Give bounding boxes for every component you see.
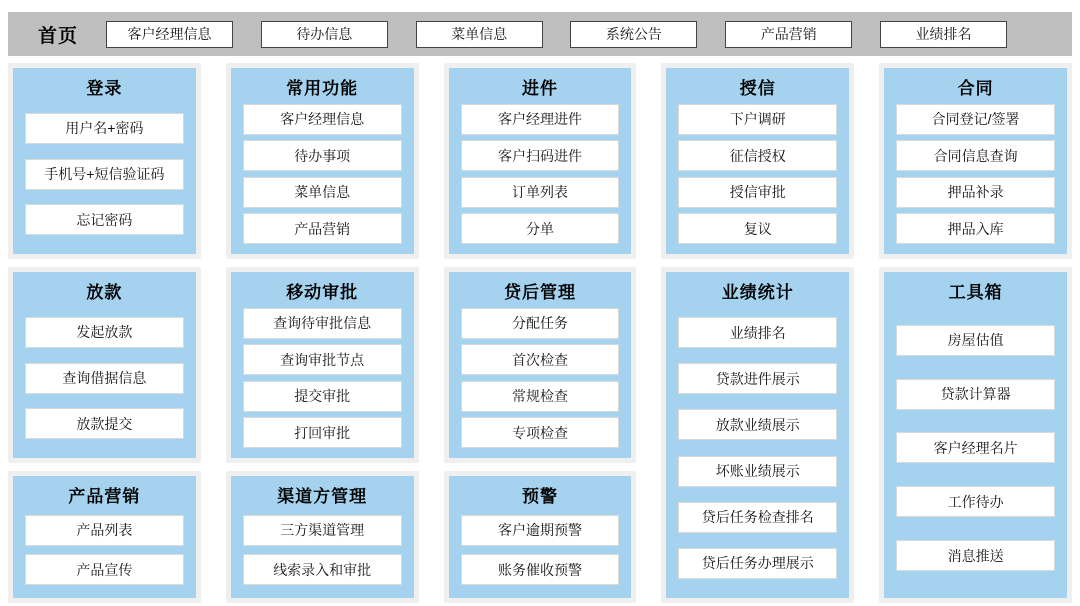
panel-disbursement bbox=[13, 272, 196, 458]
panel-item[interactable]: 客户扫码进件 bbox=[461, 140, 620, 171]
panel-item[interactable]: 订单列表 bbox=[461, 177, 620, 208]
section-performance-stats bbox=[661, 267, 854, 603]
panel-item[interactable]: 发起放款 bbox=[25, 317, 184, 348]
section-intake bbox=[444, 63, 637, 259]
topbar-button-todo-info[interactable]: 待办信息 bbox=[261, 21, 388, 48]
panel-items-common-functions bbox=[231, 98, 414, 254]
panel-item[interactable]: 打回审批 bbox=[243, 417, 402, 448]
panel-items-toolbox bbox=[884, 302, 1067, 598]
panel-title-early-warning: 预警 bbox=[521, 487, 558, 506]
section-contract bbox=[879, 63, 1072, 259]
home-label: 首页 bbox=[38, 25, 79, 47]
panel-title-disbursement: 放款 bbox=[86, 283, 123, 302]
panel-item[interactable]: 产品营销 bbox=[243, 213, 402, 244]
section-channel-management bbox=[226, 471, 419, 603]
panel-items-performance-stats bbox=[666, 302, 849, 598]
panel-performance-stats bbox=[666, 272, 849, 598]
panel-items-product-marketing bbox=[13, 506, 196, 598]
panel-item[interactable]: 工作待办 bbox=[896, 486, 1055, 517]
panel-item[interactable]: 首次检查 bbox=[461, 344, 620, 375]
panel-title-login: 登录 bbox=[86, 79, 123, 98]
topbar-button-account-manager-info[interactable]: 客户经理信息 bbox=[106, 21, 233, 48]
panel-channel-management bbox=[231, 476, 414, 598]
panel-item[interactable]: 客户经理信息 bbox=[243, 104, 402, 135]
panel-title-mobile-approval: 移动审批 bbox=[286, 283, 359, 302]
panel-item[interactable]: 忘记密码 bbox=[25, 204, 184, 235]
panel-item[interactable]: 贷款计算器 bbox=[896, 379, 1055, 410]
section-mobile-approval bbox=[226, 267, 419, 463]
topbar-button-menu-info[interactable]: 菜单信息 bbox=[416, 21, 543, 48]
panel-product-marketing bbox=[13, 476, 196, 598]
section-login bbox=[8, 63, 201, 259]
panel-item[interactable]: 分配任务 bbox=[461, 308, 620, 339]
panel-item[interactable]: 征信授权 bbox=[678, 140, 837, 171]
panel-title-channel-management: 渠道方管理 bbox=[277, 487, 368, 506]
panel-item[interactable]: 提交审批 bbox=[243, 381, 402, 412]
panel-title-toolbox: 工具箱 bbox=[948, 283, 1003, 302]
panel-item[interactable]: 菜单信息 bbox=[243, 177, 402, 208]
panel-item[interactable]: 坏账业绩展示 bbox=[678, 456, 837, 487]
panel-item[interactable]: 产品列表 bbox=[25, 515, 184, 546]
topbar-button-performance-ranking[interactable]: 业绩排名 bbox=[880, 21, 1007, 48]
panel-item[interactable]: 贷后任务办理展示 bbox=[678, 548, 837, 579]
panel-item[interactable]: 账务催收预警 bbox=[461, 554, 620, 585]
topbar-button-system-announcement[interactable]: 系统公告 bbox=[570, 21, 697, 48]
panel-title-post-loan-management: 贷后管理 bbox=[503, 283, 576, 302]
panel-items-early-warning bbox=[449, 506, 632, 598]
section-credit-granting bbox=[661, 63, 854, 259]
panel-item[interactable]: 用户名+密码 bbox=[25, 113, 184, 144]
panel-item[interactable]: 放款业绩展示 bbox=[678, 409, 837, 440]
panel-common-functions bbox=[231, 68, 414, 254]
panel-item[interactable]: 合同信息查询 bbox=[896, 140, 1055, 171]
panel-items-disbursement bbox=[13, 302, 196, 458]
panel-item[interactable]: 常规检查 bbox=[461, 381, 620, 412]
panel-items-intake bbox=[449, 98, 632, 254]
panel-title-product-marketing: 产品营销 bbox=[68, 487, 141, 506]
panel-items-login bbox=[13, 98, 196, 254]
topbar bbox=[8, 12, 1072, 56]
panel-item[interactable]: 分单 bbox=[461, 213, 620, 244]
panel-item[interactable]: 业绩排名 bbox=[678, 317, 837, 348]
panel-title-common-functions: 常用功能 bbox=[286, 79, 359, 98]
panel-title-performance-stats: 业绩统计 bbox=[721, 283, 794, 302]
panel-item[interactable]: 消息推送 bbox=[896, 540, 1055, 571]
panel-title-contract: 合同 bbox=[957, 79, 994, 98]
panel-contract bbox=[884, 68, 1067, 254]
panel-item[interactable]: 查询审批节点 bbox=[243, 344, 402, 375]
panel-items-contract bbox=[884, 98, 1067, 254]
panel-item[interactable]: 查询借据信息 bbox=[25, 363, 184, 394]
panel-item[interactable]: 查询待审批信息 bbox=[243, 308, 402, 339]
panel-item[interactable]: 复议 bbox=[678, 213, 837, 244]
panel-item[interactable]: 押品补录 bbox=[896, 177, 1055, 208]
section-early-warning bbox=[444, 471, 637, 603]
panel-item[interactable]: 待办事项 bbox=[243, 140, 402, 171]
panel-items-post-loan-management bbox=[449, 302, 632, 458]
panel-item[interactable]: 押品入库 bbox=[896, 213, 1055, 244]
panel-credit-granting bbox=[666, 68, 849, 254]
panel-grid bbox=[8, 63, 1072, 603]
panel-item[interactable]: 房屋估值 bbox=[896, 325, 1055, 356]
panel-intake bbox=[449, 68, 632, 254]
panel-item[interactable]: 产品宣传 bbox=[25, 554, 184, 585]
section-common-functions bbox=[226, 63, 419, 259]
panel-item[interactable]: 授信审批 bbox=[678, 177, 837, 208]
topbar-button-product-marketing[interactable]: 产品营销 bbox=[725, 21, 852, 48]
panel-item[interactable]: 合同登记/签署 bbox=[896, 104, 1055, 135]
panel-item[interactable]: 客户经理进件 bbox=[461, 104, 620, 135]
panel-items-mobile-approval bbox=[231, 302, 414, 458]
panel-item[interactable]: 三方渠道管理 bbox=[243, 515, 402, 546]
panel-items-credit-granting bbox=[666, 98, 849, 254]
section-product-marketing bbox=[8, 471, 201, 603]
panel-toolbox bbox=[884, 272, 1067, 598]
panel-item[interactable]: 线索录入和审批 bbox=[243, 554, 402, 585]
panel-item[interactable]: 下户调研 bbox=[678, 104, 837, 135]
section-post-loan-management bbox=[444, 267, 637, 463]
panel-item[interactable]: 放款提交 bbox=[25, 408, 184, 439]
panel-item[interactable]: 专项检查 bbox=[461, 417, 620, 448]
panel-title-credit-granting: 授信 bbox=[739, 79, 776, 98]
topbar-buttons bbox=[106, 21, 1007, 48]
panel-early-warning bbox=[449, 476, 632, 598]
panel-item[interactable]: 贷款进件展示 bbox=[678, 363, 837, 394]
panel-item[interactable]: 手机号+短信验证码 bbox=[25, 159, 184, 190]
panel-post-loan-management bbox=[449, 272, 632, 458]
panel-mobile-approval bbox=[231, 272, 414, 458]
panel-items-channel-management bbox=[231, 506, 414, 598]
panel-title-intake: 进件 bbox=[521, 79, 558, 98]
panel-login bbox=[13, 68, 196, 254]
section-toolbox bbox=[879, 267, 1072, 603]
panel-item[interactable]: 客户经理名片 bbox=[896, 432, 1055, 463]
section-disbursement bbox=[8, 267, 201, 463]
panel-item[interactable]: 贷后任务检查排名 bbox=[678, 502, 837, 533]
panel-item[interactable]: 客户逾期预警 bbox=[461, 515, 620, 546]
